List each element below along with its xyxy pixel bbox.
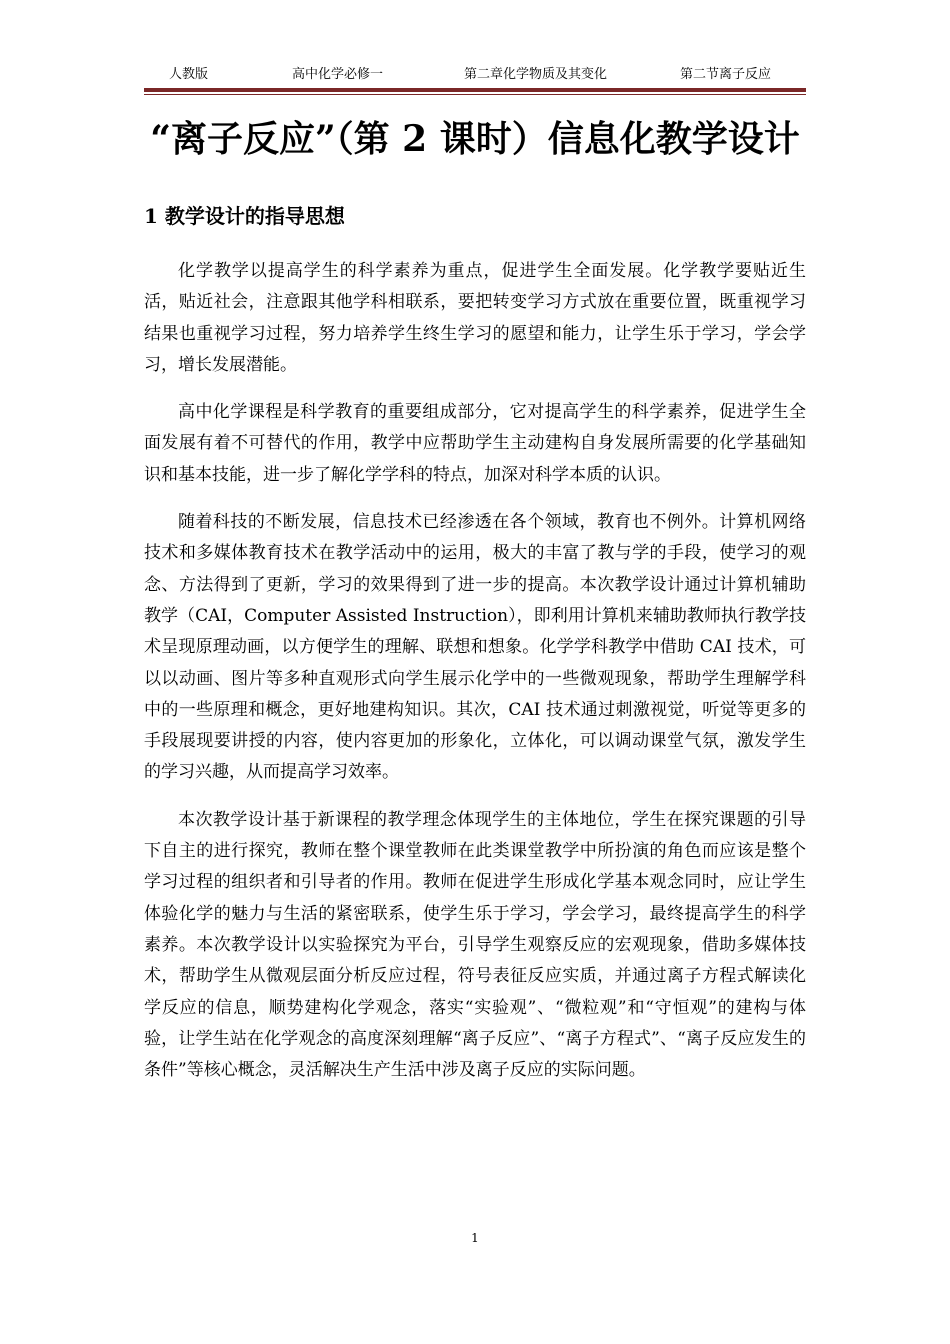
section-body (144, 256, 806, 1102)
header-rule-thick (144, 88, 806, 92)
page-number: 1 (471, 1231, 479, 1245)
paragraph: 本次教学设计基于新课程的教学理念体现学生的主体地位，学生在探究课题的引导下自主的进行探究，教师在整个课堂教师在此类课堂教学中所扮演的角色而应该是整个学习过程的组织者和引导者的作用。教师在促进学生形成化学基本观念同时，应让学生体验化学的魅力与生活的紧密联系，使学生乐于学习，学会学习，最终提高学生的科学素养。本次教学设计以实验探究为平台，引导学生观察反应的宏观现象，借助多媒体技术，帮助学生从微观层面分析反应过程，符号表征反应实质，并通过离子方程式解读化学反应的信息，顺势建构化学观念，落实“实验观”、“微粒观”和“守恒观”的建构与体验，让学生站在化学观念的高度深刻理解“离子反应”、“离子方程式”、“离子反应发生的条件”等核心概念，灵活解决生产生活中涉及离子反应的实际问题。 (144, 809, 806, 1081)
section-heading: 1 教学设计的指导思想 (144, 204, 345, 228)
page-header (144, 64, 806, 86)
header-section: 第二节离子反应 (680, 67, 772, 82)
header-rule-thin (144, 94, 806, 95)
header-chapter: 第二章化学物质及其变化 (464, 67, 608, 82)
header-book: 高中化学必修一 (292, 67, 384, 82)
paragraph: 化学教学以提高学生的科学素养为重点，促进学生全面发展。化学教学要贴近生活，贴近社会，注意跟其他学科相联系，要把转变学习方式放在重要位置，既重视学习结果也重视学习过程，努力培养学生终生学习的愿望和能力，让学生乐于学习，学会学习，增长发展潜能。 (144, 261, 806, 375)
paragraph: 高中化学课程是科学教育的重要组成部分，它对提高学生的科学素养，促进学生全面发展有着不可替代的作用，教学中应帮助学生主动建构自身发展所需要的化学基础知识和基本技能，进一步了解化学学科的特点，加深对科学本质的认识。 (144, 402, 806, 485)
document-title: “离子反应”（第 2 课时）信息化教学设计 (150, 118, 800, 160)
paragraph: 随着科技的不断发展，信息技术已经渗透在各个领域，教育也不例外。计算机网络技术和多媒体教育技术在教学活动中的运用，极大的丰富了教与学的手段，使学习的观念、方法得到了更新，学习的效果得到了进一步的提高。本次教学设计通过计算机辅助教学（CAI，Computer Assisted Instruction），即利用计算机来辅助教师执行教学技术呈现原理动画，以方便学生的理解、联想和想象。化学学科教学中借助 CAI 技术，可以以动画、图片等多种直观形式向学生展示化学中的一些微观现象，帮助学生理解学科中的一些原理和概念，更好地建构知识。其次，CAI 技术通过刺激视觉，听觉等更多的手段展现要讲授的内容，使内容更加的形象化，立体化，可以调动课堂气氛，激发学生的学习兴趣，从而提高学习效率。 (144, 512, 806, 783)
header-publisher: 人教版 (169, 67, 209, 82)
